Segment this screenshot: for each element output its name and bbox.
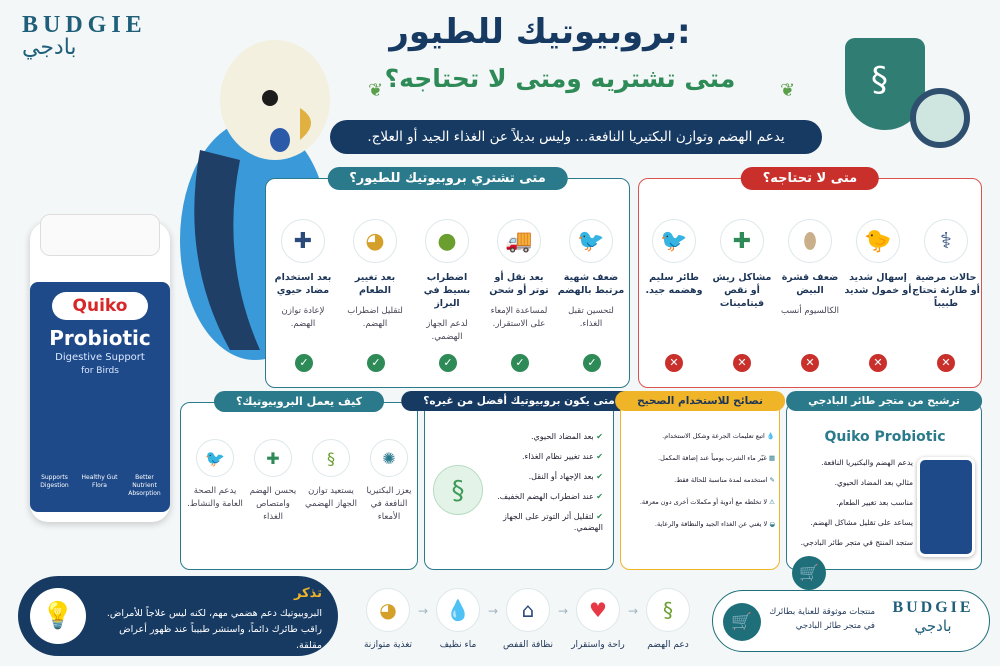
intestine-icon: §	[871, 60, 888, 100]
leaf-icon: ❦	[780, 80, 796, 101]
item-text: اتبع تعليمات الجرعة وشكل الاستخدام.	[662, 432, 765, 440]
flow-step	[638, 588, 698, 650]
flow-label: ماء نظيف	[439, 640, 477, 650]
step-text: يدعم الصحة العامة والنشاط.	[187, 486, 243, 509]
item-text: بعد المضاد الحيوي.	[530, 432, 594, 441]
item-title: بعد تغيير الطعام	[354, 272, 396, 296]
list-item	[412, 219, 482, 344]
better-list	[485, 431, 603, 533]
item-title: ضعف شهية مرتبط بالهضم	[557, 272, 625, 296]
item-title: بعد استخدام مضاد حيوي	[274, 272, 332, 296]
flow-label: راحة واستقرار	[571, 640, 625, 650]
cross-icon: ✕	[665, 354, 683, 372]
check-icon: ✓	[439, 354, 457, 372]
truck-icon: 🚚	[497, 219, 541, 263]
header-banner: يدعم الهضم وتوازن البكتيريا النافعة... وليس بديلاً عن الغذاء الجيد أو العلاج.	[330, 120, 822, 154]
heart-icon: ♥	[576, 588, 620, 632]
item-text: بعد الإجهاد أو النقل.	[528, 472, 594, 481]
calendar-icon: ▦	[766, 454, 775, 462]
remember-title: تذكر	[293, 586, 322, 601]
item-text: استخدمه لمدة مناسبة للحالة فقط.	[674, 476, 768, 484]
item-text: لا تخلطه مع أدوية أو مكملات أخرى دون معرفة.	[639, 498, 768, 506]
item-desc: لمساعدة الإمعاء على الاستقرار.	[490, 306, 548, 329]
cross-icon: ✕	[869, 354, 887, 372]
flow-step	[187, 439, 243, 511]
item-title: حالات مرضية أو طارئة تحتاج طبيباً	[912, 272, 980, 309]
item-desc: لدعم الجهاز الهضمي.	[426, 319, 468, 342]
bacteria-icon: ✺	[370, 439, 408, 477]
cart-icon: 🛒	[723, 603, 761, 641]
list-item	[843, 219, 913, 297]
when-better-panel	[423, 395, 615, 570]
item-text: ستجد المنتج في متجر طائر البادجي.	[800, 538, 913, 547]
item-desc: الكالسيوم أنسب	[781, 306, 839, 316]
store-logo-ar: بادجي	[914, 617, 952, 635]
item-text: غيّر ماء الشرب يومياً عند إضافة المكمل.	[658, 454, 767, 462]
warning-icon: ⚠	[767, 498, 775, 506]
list-item	[791, 517, 913, 528]
product-line2: for Birds	[81, 366, 119, 376]
bowl-icon: ◒	[767, 520, 775, 528]
check-icon: ✔	[593, 512, 603, 521]
list-item	[791, 477, 913, 488]
item-desc: لتحسين تقبل الغذاء.	[568, 306, 614, 329]
check-icon: ✓	[295, 354, 313, 372]
item-title: مشاكل ريش أو نقص فيتامينات	[712, 272, 772, 309]
list-item	[485, 471, 603, 482]
item-title: إسهال شديد أو خمول شديد	[844, 272, 912, 296]
recommend-title: ترشيح من متجر طائر البادجي	[786, 391, 982, 411]
how-it-works-panel	[180, 395, 418, 570]
arrow-icon: →	[418, 604, 429, 618]
when-not-panel	[638, 171, 982, 388]
medicine-icon: ✚	[281, 219, 325, 263]
tips-panel	[620, 395, 780, 570]
seed-bowl-icon: ◕	[353, 219, 397, 263]
store-logo-en: BUDGIE	[892, 599, 974, 616]
list-item	[556, 219, 626, 331]
shield-icon: ✚	[254, 439, 292, 477]
step-text: يعزز البكتيريا النافعة في الأمعاء	[366, 486, 412, 522]
item-text: عند اضطراب الهضم الخفيف.	[497, 492, 594, 501]
jar-label	[30, 282, 170, 512]
arrow-icon: →	[628, 604, 639, 618]
egg-icon: ⬮	[788, 219, 832, 263]
flow-step	[245, 439, 301, 524]
flow-label: تغذية متوازنة	[363, 640, 413, 650]
flow-step	[568, 588, 628, 650]
sick-bird-icon: 🐤	[856, 219, 900, 263]
logo-text-en: BUDGIE	[22, 12, 147, 38]
item-text: لتقليل أثر التوتر على الجهاز الهضمي.	[502, 512, 603, 532]
product-brand: Quiko	[52, 292, 148, 320]
green-bird-icon: 🐦	[569, 219, 613, 263]
intestine-icon: §	[646, 588, 690, 632]
arrow-icon: →	[488, 604, 499, 618]
flow-step	[361, 439, 417, 524]
arrow-icon: →	[558, 604, 569, 618]
check-icon: ✔	[593, 492, 603, 501]
list-item	[775, 219, 845, 318]
pen-icon: ✎	[767, 476, 775, 484]
product-jar	[30, 222, 170, 522]
list-item	[791, 497, 913, 508]
list-item	[627, 519, 775, 530]
list-item	[911, 219, 981, 310]
better-title: متى يكون بروبيوتيك أفضل من غيره؟	[401, 391, 637, 411]
jar-feature: Healthy Gut Flora	[81, 474, 118, 489]
list-item	[340, 219, 410, 331]
tips-list	[627, 431, 775, 530]
product-line1: Digestive Support	[55, 352, 145, 363]
flow-step	[303, 439, 359, 511]
item-title: ضعف قشرة البيض	[781, 272, 839, 296]
item-title: اضطراب بسيط في البراز	[423, 272, 471, 309]
item-title: طائر سليم وهضمه جيد.	[645, 272, 703, 296]
intestine-icon: §	[433, 465, 483, 515]
recommend-product: Quiko Probiotic	[824, 429, 946, 445]
product-thumbnail	[917, 457, 975, 557]
cross-icon: ✕	[801, 354, 819, 372]
item-title: بعد نقل أو توتر أو شحن	[489, 272, 549, 296]
bird-icon: 🐦	[196, 439, 234, 477]
list-item	[627, 453, 775, 464]
list-item	[268, 219, 338, 331]
list-item	[485, 451, 603, 462]
cart-button[interactable]: 🛒	[792, 556, 826, 590]
flow-label: دعم الهضم	[647, 640, 689, 650]
when-not-title: متى لا تحتاجه؟	[741, 167, 879, 190]
item-text: مناسب بعد تغيير الطعام.	[836, 498, 913, 507]
lightbulb-icon: 💡	[30, 588, 86, 644]
jar-feature: Supports Digestion	[40, 474, 69, 489]
list-item	[485, 491, 603, 502]
flow-step	[358, 588, 418, 650]
item-text: يدعم الهضم والبكتيريا النافعة.	[821, 458, 913, 467]
list-item	[484, 219, 554, 331]
food-bowl-icon: ◕	[366, 588, 410, 632]
stethoscope-icon: ⚕	[924, 219, 968, 263]
jar-cap	[40, 214, 160, 256]
check-icon: ✓	[367, 354, 385, 372]
when-buy-panel	[265, 171, 630, 388]
step-text: يستعيد توازن الجهاز الهضمي	[305, 486, 357, 509]
item-text: لا يغني عن الغذاء الجيد والنظافة والرعاية.	[654, 520, 768, 528]
product-name: Probiotic	[49, 326, 151, 350]
store-text: منتجات موثوقة للعناية بطائرك في متجر طائر البادجي	[769, 607, 875, 631]
page-title: بروبيوتيك للطيور:	[389, 12, 691, 52]
intestine-icon: §	[312, 439, 350, 477]
check-icon: ✓	[583, 354, 601, 372]
flow-step	[428, 588, 488, 650]
recommend-panel	[786, 395, 982, 570]
cross-icon: ✕	[733, 354, 751, 372]
item-desc: لإعادة توازن الهضم.	[281, 306, 325, 329]
drop-icon: 💧	[764, 432, 775, 440]
cross-icon: ✕	[937, 354, 955, 372]
item-desc: لتقليل اضطراب الهضم.	[347, 306, 403, 329]
water-drop-icon: 💧	[436, 588, 480, 632]
remember-note	[18, 576, 338, 656]
remember-text: البروبيوتيك دعم هضمي مهم، لكنه ليس علاجاً للأمراض. راقب طائرك دائماً، واستشر طبيباً عند ظهور أعراض مقلقة.	[106, 608, 322, 651]
store-banner[interactable]	[712, 590, 990, 652]
step-text: يحسن الهضم وامتصاص الغذاء	[249, 486, 297, 522]
flow-label: نظافة القفص	[503, 640, 553, 650]
magnifier-icon	[910, 88, 970, 148]
check-icon: ✔	[593, 432, 603, 441]
item-text: عند تغيير نظام الغذاء.	[521, 452, 594, 461]
list-item	[485, 431, 603, 442]
list-item	[791, 537, 913, 548]
logo-text-ar: بادجي	[22, 35, 77, 60]
leaf-icon: ❦	[368, 80, 384, 101]
recommend-list	[791, 457, 913, 548]
item-text: مثالي بعد المضاد الحيوي.	[834, 478, 913, 487]
list-item	[627, 497, 775, 508]
check-icon: ✓	[511, 354, 529, 372]
health-shield-icon: ✚	[720, 219, 764, 263]
healthy-bird-icon: 🐦	[652, 219, 696, 263]
jar-feature: Better Nutrient Absorption	[128, 474, 161, 497]
check-icon: ✔	[593, 472, 603, 481]
tips-title: نصائح للاستخدام الصحيح	[615, 391, 785, 411]
droppings-icon: ●	[425, 219, 469, 263]
check-icon: ✔	[593, 452, 603, 461]
flow-step	[498, 588, 558, 650]
cage-icon: ⌂	[506, 588, 550, 632]
list-item	[639, 219, 709, 297]
store-logo	[883, 599, 983, 635]
list-item	[707, 219, 777, 310]
page-subtitle: متى تشتريه ومتى لا تحتاجه؟	[384, 64, 736, 93]
how-title: كيف يعمل البروبيوتيك؟	[214, 391, 384, 412]
list-item	[485, 511, 603, 533]
item-text: يساعد على تقليل مشاكل الهضم.	[810, 518, 913, 527]
list-item	[627, 431, 775, 442]
when-buy-title: متى تشتري بروبيوتيك للطيور؟	[327, 167, 568, 190]
list-item	[791, 457, 913, 468]
list-item	[627, 475, 775, 486]
